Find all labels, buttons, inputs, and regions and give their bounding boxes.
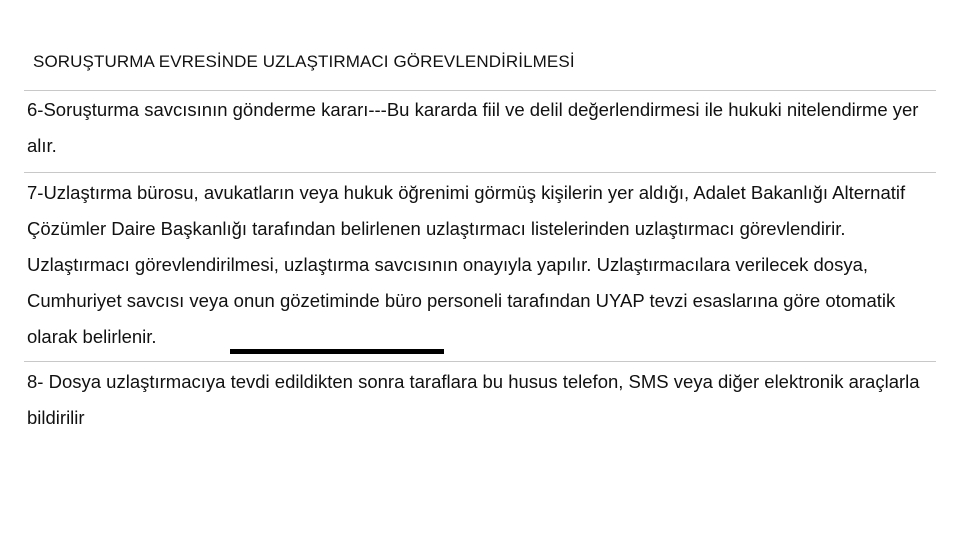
paragraph-8: 8- Dosya uzlaştırmacıya tevdi edildikten sonra taraflara bu husus telefon, SMS veya diğer elektronik araçlarla bildirilir — [27, 371, 920, 428]
divider-line — [24, 90, 936, 91]
emphasis-underline — [230, 349, 444, 354]
slide-title: SORUŞTURMA EVRESİNDE UZLAŞTIRMACI GÖREVLENDİRİLMESİ — [33, 52, 575, 71]
divider-line — [24, 172, 936, 173]
paragraph-6: 6-Soruşturma savcısının gönderme kararı---Bu kararda fiil ve delil değerlendirmesi ile hukuki nitelendirme yer alır. — [27, 99, 919, 156]
paragraph-7: 7-Uzlaştırma bürosu, avukatların veya hukuk öğrenimi görmüş kişilerin yer aldığı, Adalet Bakanlığı Alternatif Çözümler Daire Başkanlığı tarafından belirlenen uzlaştırmacı listelerinden uzlaştırmacı görevlendirir. Uzlaştırmacı görevlendirilmesi, uzlaştırma savcısının onayıyla yapılır. Uzlaştırmacılara verilecek dosya, Cumhuriyet savcısı veya onun gözetiminde büro personeli tarafından UYAP tevzi esaslarına göre otomatik olarak belirlenir. — [27, 182, 906, 347]
divider-line — [24, 361, 936, 362]
